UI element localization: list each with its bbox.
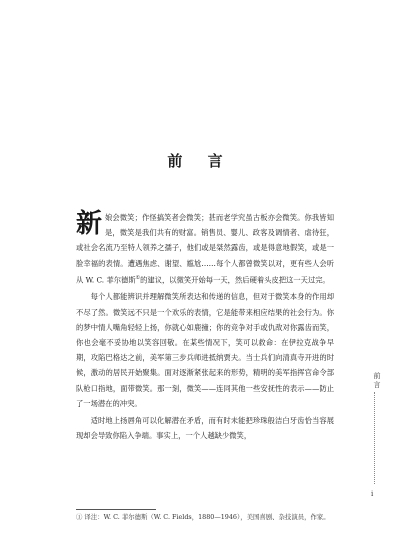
paragraph-2: 每个人都能辨识并理解微笑所表达和传递的信息，但对于微笑本身的作用却不尽了然。微笑远不只是一个欢乐的表情，它是能带来相应结果的社会行为。你的梦中情人嘴角轻轻上扬，你就心如鹿撞；你的竞争对手或仇敌对你露齿而笑，你也会毫不妥协地以笑容回敬。在某些情况下，笑可以救命：在伊拉克战争早期，攻陷巴格达之前，美军第三步兵师进抵纳贾夫。当士兵们向清真寺开进的时候，激动的居民开始聚集。面对逐渐紧张起来的形势，精明的美军指挥官命令部队枪口指地，面带微笑。那一刻，微笑——连同其他一些安抚性的表示——防止了一场潜在的冲突。	[76, 292, 334, 408]
paragraph-1-text: 娘会微笑；作怪搞笑者会微笑；甚而老学究虽古板亦会微笑。你我皆知是，微笑是我们共有的财富。销售员、婴儿、政客及调情者、虐待狂，或社会名流乃至特人领养之孺子，他们或是桀然露齿，或是得意地假笑，或是一脸幸福的表情。遭遇焦虑、谢望、尴尬……每个人都曾微笑以对，更有些人会听从 W. C. 菲尔德斯	[76, 213, 334, 285]
paragraph-3: 适时地上扬唇角可以化解潜在矛盾，而有时未能把珍珠般洁白牙齿恰当容展现却会导致你陷入争端。事实上，一个人越缺少微笑，	[76, 416, 334, 441]
paragraph-1-tail: 的建议，以微笑开始每一天，然后硬着头皮把这一天过完。	[140, 275, 330, 285]
footnote-marker: ①	[135, 274, 141, 281]
chapter-title: 前 言	[167, 152, 233, 170]
drop-cap: 新	[76, 209, 103, 239]
running-head: 前言	[373, 372, 381, 390]
paragraph-1	[76, 210, 334, 287]
footnote: ① 译注：W. C. 菲尔德斯（W. C. Fields，1880—1946），美国喜剧、杂技演员，作家。	[76, 513, 330, 521]
page-number: i	[371, 490, 374, 498]
running-head-leader	[374, 392, 375, 484]
body-text	[76, 210, 334, 445]
footnote-divider	[76, 509, 156, 510]
